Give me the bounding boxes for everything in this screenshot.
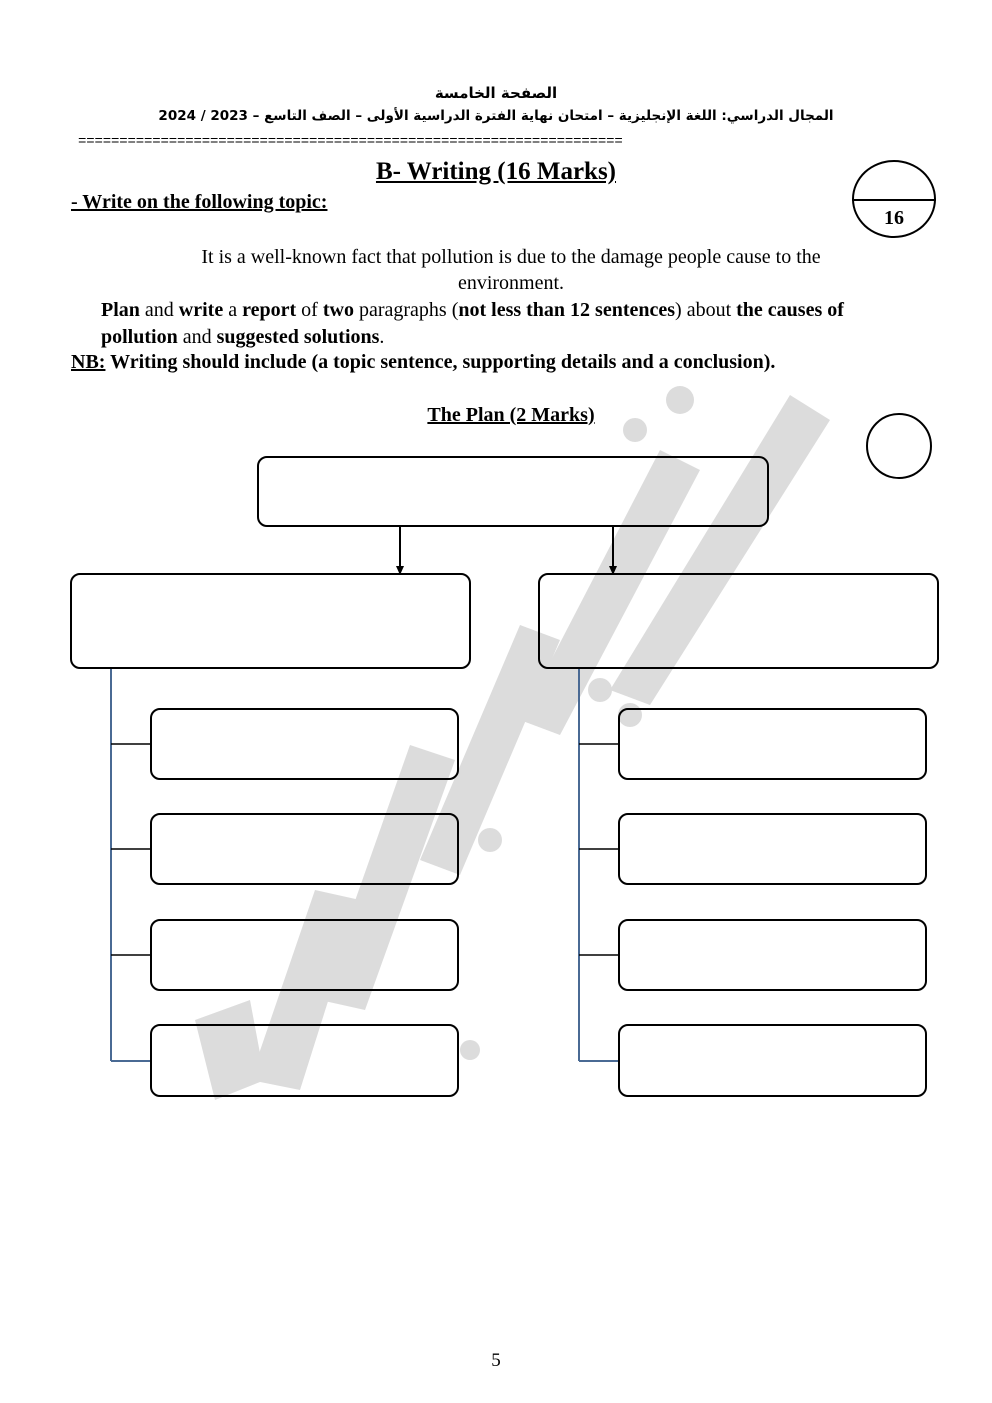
task-causes: the causes of pollution: [101, 299, 844, 348]
instruction-text: - Write on the following topic:: [71, 191, 328, 213]
nb-text: Writing should include (a topic sentence, supporting details and a conclusion).: [105, 351, 776, 373]
task-of: of: [296, 299, 323, 321]
task-write: write: [178, 299, 224, 321]
topic-text: It is a well-known fact that pollution is due to the damage people cause to the environment.: [201, 246, 821, 294]
task-a: a: [223, 299, 243, 321]
task-about: ) about: [675, 299, 737, 321]
subject-line: المجال الدراسي: اللغة الإنجليزية – امتحان نهاية الفترة الدراسية الأولى – الصف التاسع – 2023 / 2024: [158, 108, 834, 124]
plan-detail-box-left-2[interactable]: [150, 813, 459, 885]
plan-title: The Plan (2 Marks): [427, 404, 595, 426]
task-paragraphs: paragraphs (: [353, 299, 459, 321]
divider-line: ==================================================================: [78, 134, 623, 150]
plan-detail-box-left-1[interactable]: [150, 708, 459, 780]
plan-detail-box-right-4[interactable]: [618, 1024, 927, 1097]
nb-label: NB:: [71, 351, 106, 373]
plan-paragraph-1-box[interactable]: [70, 573, 471, 669]
plan-topic-box[interactable]: [257, 456, 769, 527]
section-title: B- Writing (16 Marks): [375, 158, 617, 185]
plan-detail-box-right-1[interactable]: [618, 708, 927, 780]
task-two: two: [322, 299, 354, 321]
task-solutions: suggested solutions: [216, 326, 380, 348]
page-number: 5: [491, 1350, 501, 1371]
plan-detail-box-right-3[interactable]: [618, 919, 927, 991]
task-end: .: [379, 326, 385, 348]
task-sentence-count: not less than 12 sentences: [458, 299, 676, 321]
task-and: and: [139, 299, 179, 321]
plan-detail-box-right-2[interactable]: [618, 813, 927, 885]
plan-detail-box-left-4[interactable]: [150, 1024, 459, 1097]
page-title: الصفحة الخامسة: [434, 84, 558, 102]
plan-paragraph-2-box[interactable]: [538, 573, 939, 669]
plan-detail-box-left-3[interactable]: [150, 919, 459, 991]
task-report: report: [242, 299, 297, 321]
task-plan: Plan: [101, 299, 140, 321]
task-and-2: and: [177, 326, 217, 348]
score-value: 16: [884, 207, 904, 229]
